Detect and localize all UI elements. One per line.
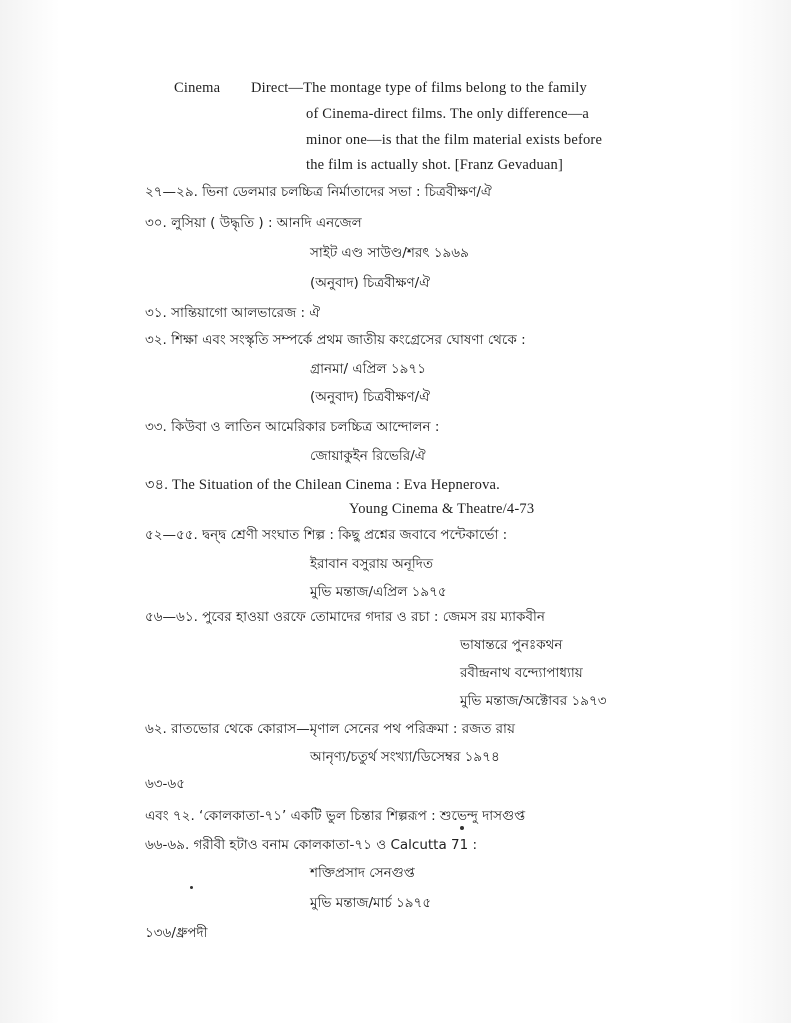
reference-52-55-source: মুভি মন্তাজ/এপ্রিল ১৯৭৫ [310,584,447,600]
reference-30-source: সাইট এণ্ড সাউণ্ড/শরৎ ১৯৬৯ [310,245,469,261]
reference-66-69-source: মুভি মন্তাজ/মার্চ ১৯৭৫ [310,895,432,911]
reference-34-source: Young Cinema & Theatre/4-73 [349,501,535,517]
reference-56-61: ৫৬—৬১. পুবের হাওয়া ওরফে তোমাদের গদার ও রচা : জেমস রয় ম্যাকবীন [145,609,545,625]
reference-27-29: ২৭—২৯. ভিনা ডেলমার চলচ্চিত্র নির্মাতাদের সভা : চিত্রবীক্ষণ/ঐ [145,184,492,200]
reference-30-translation: (অনুবাদ) চিত্রবীক্ষণ/ঐ [310,275,431,291]
reference-31: ৩১. সান্তিয়াগো আলভারেজ : ঐ [145,305,321,321]
reference-63-65: ৬৩-৬৫ [145,776,185,792]
reference-52-55: ৫২—৫৫. দ্বন্দ্ব শ্রেণী সংঘাত শিল্প : কিছু প্রশ্নের জবাবে পন্টেকার্ভো : [145,527,508,543]
reference-34: ৩৪. The Situation of the Chilean Cinema : Eva Hepnerova. [145,477,500,493]
reference-66-69: ৬৬-৬৯. গরীবী হটাও বনাম কোলকাতা-৭১ ও Calcutta 71 : [145,837,478,853]
reference-32-source: গ্রানমা/ এপ্রিল ১৯৭১ [310,361,426,377]
reference-52-55-translator: ইরাবান বসুরায় অনূদিত [310,556,433,572]
reference-30: ৩০. লুসিয়া ( উদ্ধৃতি ) : আনদি এনজেল [145,215,362,231]
reference-33-author: জোয়াকুইন রিভেরি/ঐ [310,448,426,464]
reference-66-69-author: শক্তিপ্রসাদ সেনগুপ্ত [310,865,415,881]
page-footer: ১৩৬/ধ্রুপদী [145,925,208,941]
reference-32: ৩২. শিক্ষা এবং সংস্কৃতি সম্পর্কে প্রথম জাতীয় কংগ্রেসের ঘোষণা থেকে : [145,332,526,348]
scan-speck [460,826,464,830]
entry-cinema-label: Cinema [174,80,221,96]
cinema-direct-quote-line-2: of Cinema-direct films. The only difference—a [306,106,590,122]
reference-32-translation: (অনুবাদ) চিত্রবীক্ষণ/ঐ [310,389,431,405]
cinema-direct-quote-line-4: the film is actually shot. [Franz Gevaduan] [306,157,564,173]
reference-63-65-and-72: এবং ৭২. ‘কোলকাতা-৭১’ একটি ভুল চিন্তার শিল্পরূপ : শুভেন্দু দাসগুপ্ত [145,808,526,824]
reference-62-source: আনৃণ্য/চতুর্থ সংখ্যা/ডিসেম্বর ১৯৭৪ [310,749,500,765]
reference-33: ৩৩. কিউবা ও লাতিন আমেরিকার চলচ্চিত্র আন্দোলন : [145,419,440,435]
cinema-direct-quote-line-1: Direct—The montage type of films belong to the family [251,80,587,96]
reference-56-61-translator: রবীন্দ্রনাথ বন্দ্যোপাধ্যায় [460,665,583,681]
reference-56-61-retelling: ভাষান্তরে পুনঃকথন [460,637,563,653]
scan-speck [190,886,193,889]
reference-62: ৬২. রাতভোর থেকে কোরাস—মৃণাল সেনের পথ পরিক্রমা : রজত রায় [145,721,515,737]
cinema-direct-quote-line-3: minor one—is that the film material exists before [306,132,603,148]
reference-56-61-source: মুভি মন্তাজ/অক্টোবর ১৯৭৩ [460,693,607,709]
